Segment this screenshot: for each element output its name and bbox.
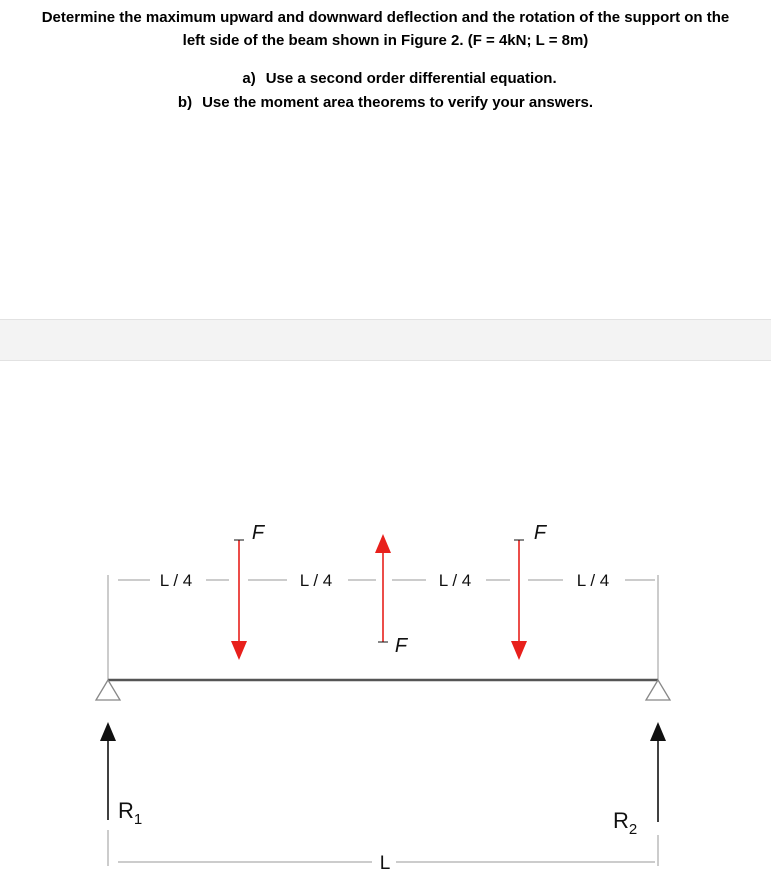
reaction-label-right: $R_2$ <box>613 808 638 838</box>
reaction-arrow-right <box>650 722 666 822</box>
reaction-arrow-left <box>100 722 116 820</box>
reaction-label-left: $R_1$ <box>118 798 143 828</box>
part-a-text: Use a second order differential equation. <box>265 70 557 87</box>
total-length-label: L <box>379 853 391 874</box>
load-arrow-1 <box>231 522 266 660</box>
load-label-2: F <box>394 635 408 657</box>
segment-label-3: L / 4 <box>438 571 472 590</box>
segment-label-2: L / 4 <box>299 571 333 590</box>
part-b-text: Use the moment area theorems to verify your answers. <box>202 94 594 111</box>
part-a-label: a) <box>242 70 256 87</box>
load-label-1: F <box>251 522 265 544</box>
part-b-label: b) <box>177 94 193 111</box>
question-line-2: left side of the beam shown in Figure 2. (F = 4kN; L = 8m) <box>182 32 589 49</box>
right-support-triangle <box>646 680 670 700</box>
segment-label-1: L / 4 <box>159 571 193 590</box>
load-arrow-2 <box>375 534 409 657</box>
question-line-1: Determine the maximum upward and downward deflection and the rotation of the support on the <box>41 9 730 26</box>
load-label-3: F <box>533 522 547 544</box>
segment-label-4: L / 4 <box>576 571 610 590</box>
load-arrow-3 <box>511 522 548 660</box>
left-support-triangle <box>96 680 120 700</box>
